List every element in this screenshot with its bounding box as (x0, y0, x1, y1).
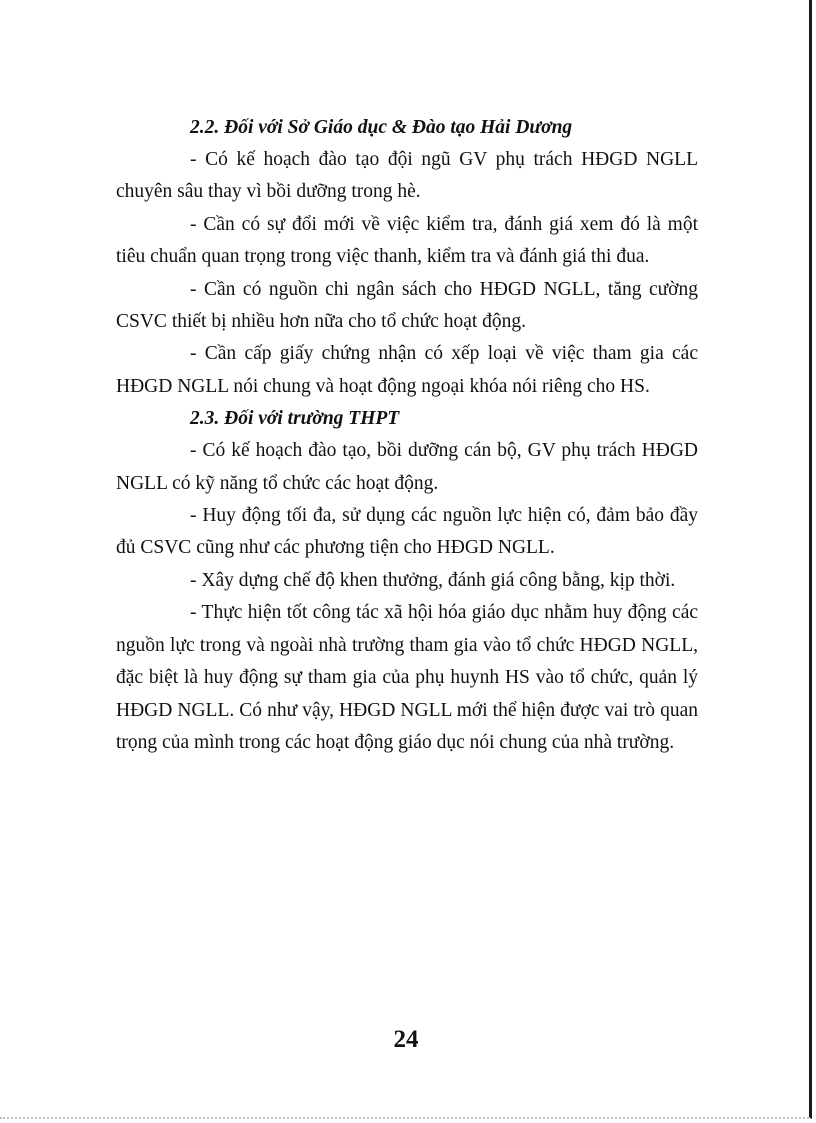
paragraph: - Cần cấp giấy chứng nhận có xếp loại về việc tham gia các HĐGD NGLL nói chung và hoạt động ngoại khóa nói riêng cho HS. (116, 343, 698, 397)
paragraph: - Huy động tối đa, sử dụng các nguồn lực hiện có, đảm bảo đầy đủ CSVC cũng như các phương tiện cho HĐGD NGLL. (116, 505, 698, 559)
paragraph: - Có kế hoạch đào tạo đội ngũ GV phụ trách HĐGD NGLL chuyên sâu thay vì bồi dưỡng trong hè. (116, 149, 698, 203)
page-number: 24 (393, 1026, 419, 1053)
paragraph: - Xây dựng chế độ khen thưởng, đánh giá công bằng, kịp thời. (190, 569, 676, 591)
document-body (116, 112, 698, 759)
paragraph: - Cần có sự đổi mới về việc kiểm tra, đánh giá xem đó là một tiêu chuẩn quan trọng trong việc thanh, kiểm tra và đánh giá thi đua. (116, 213, 698, 268)
paragraph: - Có kế hoạch đào tạo, bồi dưỡng cán bộ, GV phụ trách HĐGD NGLL có kỹ năng tổ chức các hoạt động. (116, 440, 698, 494)
paragraph: - Cần có nguồn chi ngân sách cho HĐGD NGLL, tăng cường CSVC thiết bị nhiều hơn nữa cho tổ chức hoạt động. (116, 278, 698, 333)
paragraph: - Thực hiện tốt công tác xã hội hóa giáo dục nhằm huy động các nguồn lực trong và ngoài nhà trường tham gia vào tổ chức HĐGD NGLL, đặc biệt là huy động sự tham gia của phụ huynh HS vào tổ chức, quản lý HĐGD NGLL. Có như vậy, HĐGD NGLL mới thể hiện được vai trò quan trọng của mình trong các hoạt động giáo dục nói chung của nhà trường. (116, 602, 698, 753)
section-heading-2-3: 2.3. Đối với trường THPT (190, 408, 400, 430)
section-heading-2-2: 2.2. Đối với Sở Giáo dục & Đào tạo Hải Dương (190, 117, 573, 138)
